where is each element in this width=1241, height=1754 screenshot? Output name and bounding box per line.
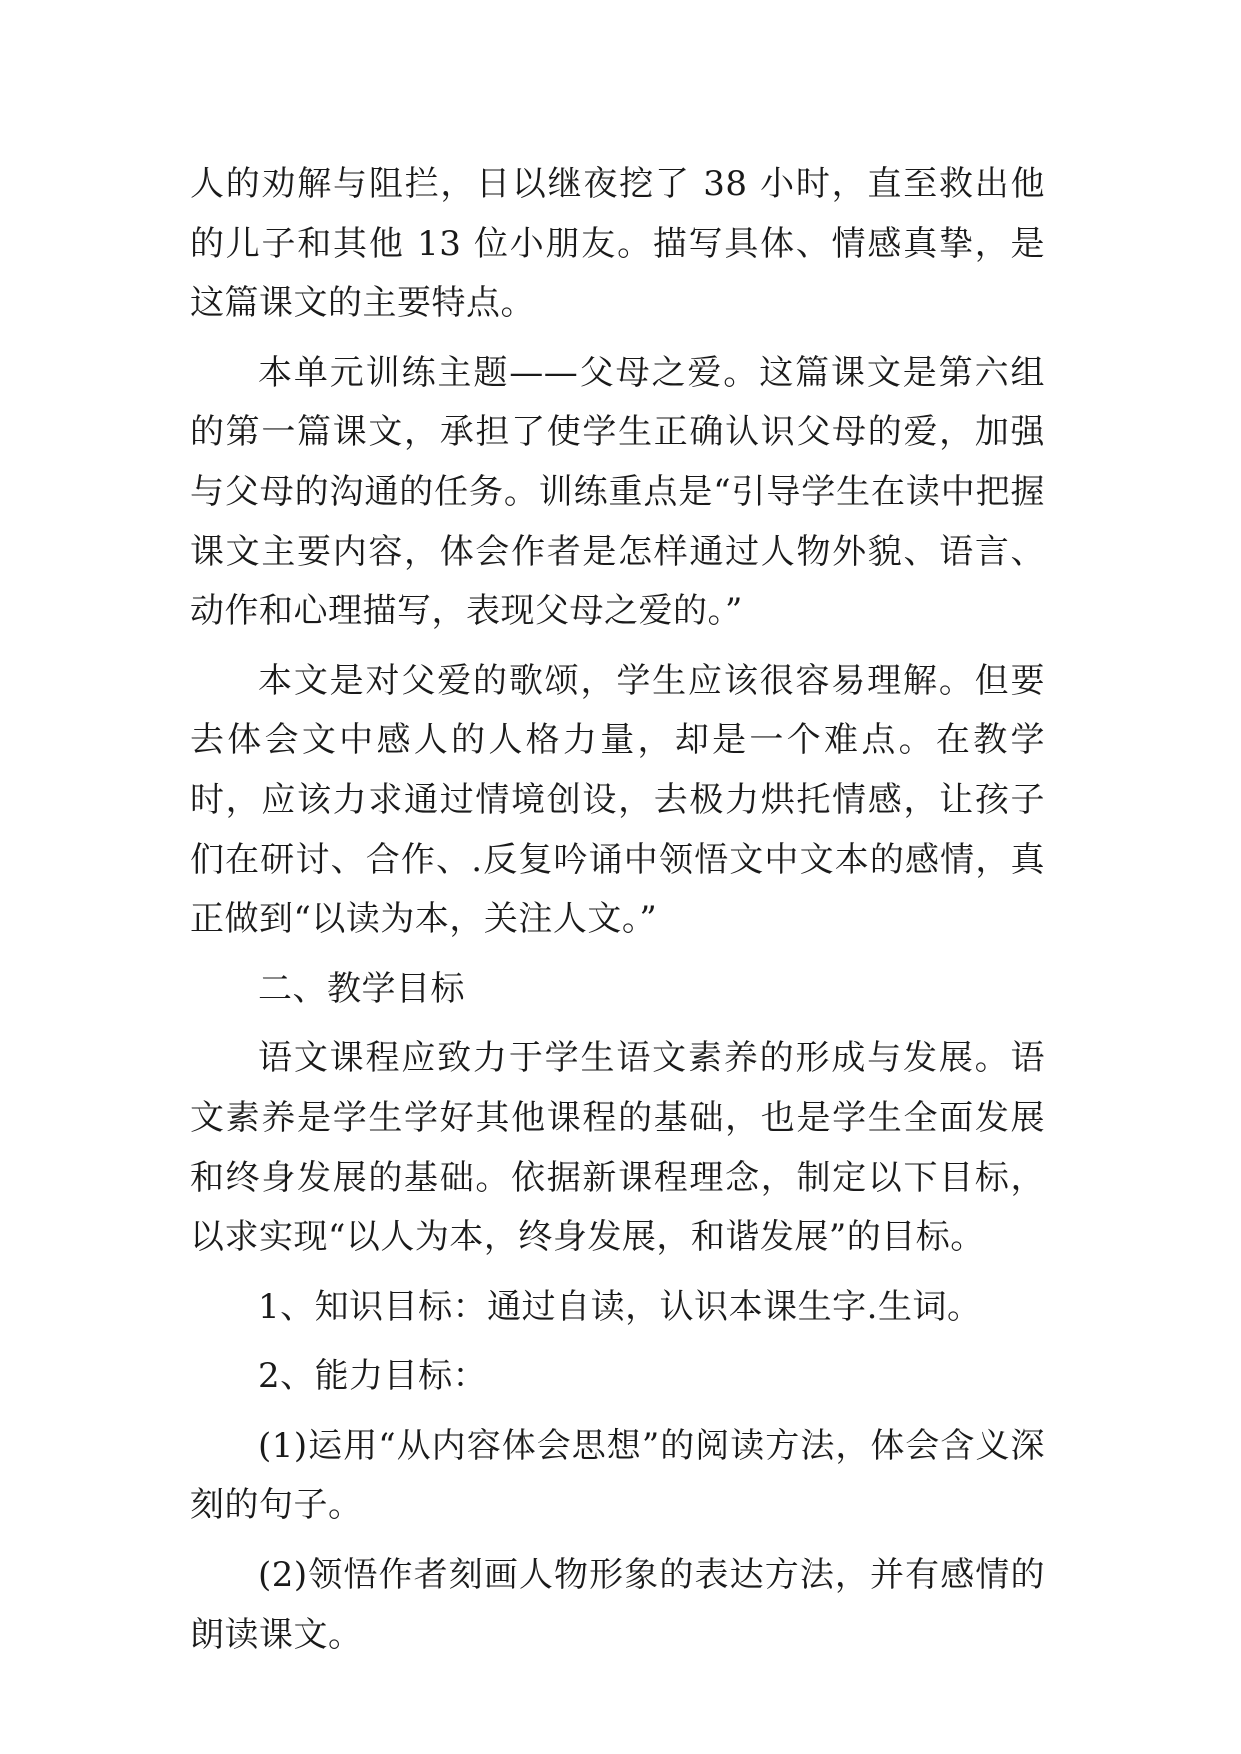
paragraph-continuation: 人的劝解与阻拦，日以继夜挖了 38 小时，直至救出他的儿子和其他 13 位小朋友。描写具体、情感真挚，是这篇课文的主要特点。 [190, 164, 1045, 324]
paragraph-unit-theme: 本单元训练主题——父母之爱。这篇课文是第六组的第一篇课文，承担了使学生正确认识父母的爱，加强与父母的沟通的任务。训练重点是“引导学生在读中把握课文主要内容，体会作者是怎样通过人物外貌、语言、动作和心理描写，表现父母之爱的。” [190, 352, 1045, 632]
list-subitem-1: (1)运用“从内容体会思想”的阅读方法，体会含义深刻的句子。 [190, 1425, 1045, 1526]
paragraph-teaching-difficulty: 本文是对父爱的歌颂，学生应该很容易理解。但要去体会文中感人的人格力量，却是一个难点。在教学时，应该力求通过情境创设，去极力烘托情感，让孩子们在研讨、合作、.反复吟诵中领悟文中文本的感情，真正做到“以读为本，关注人文。” [190, 660, 1045, 940]
paragraph-goals-intro: 语文课程应致力于学生语文素养的形成与发展。语文素养是学生学好其他课程的基础，也是学生全面发展和终身发展的基础。依据新课程理念，制定以下目标，以求实现“以人为本，终身发展，和谐发展”的目标。 [190, 1038, 1045, 1258]
list-item-knowledge-goal: 1、知识目标：通过自读，认识本课生字.生词。 [258, 1286, 982, 1327]
list-subitem-2: (2)领悟作者刻画人物形象的表达方法，并有感情的朗读课文。 [190, 1555, 1045, 1655]
list-item-ability-goal: 2、能力目标： [258, 1356, 488, 1397]
section-heading-teaching-goals: 二、教学目标 [258, 968, 465, 1009]
document-body [190, 155, 1045, 1665]
